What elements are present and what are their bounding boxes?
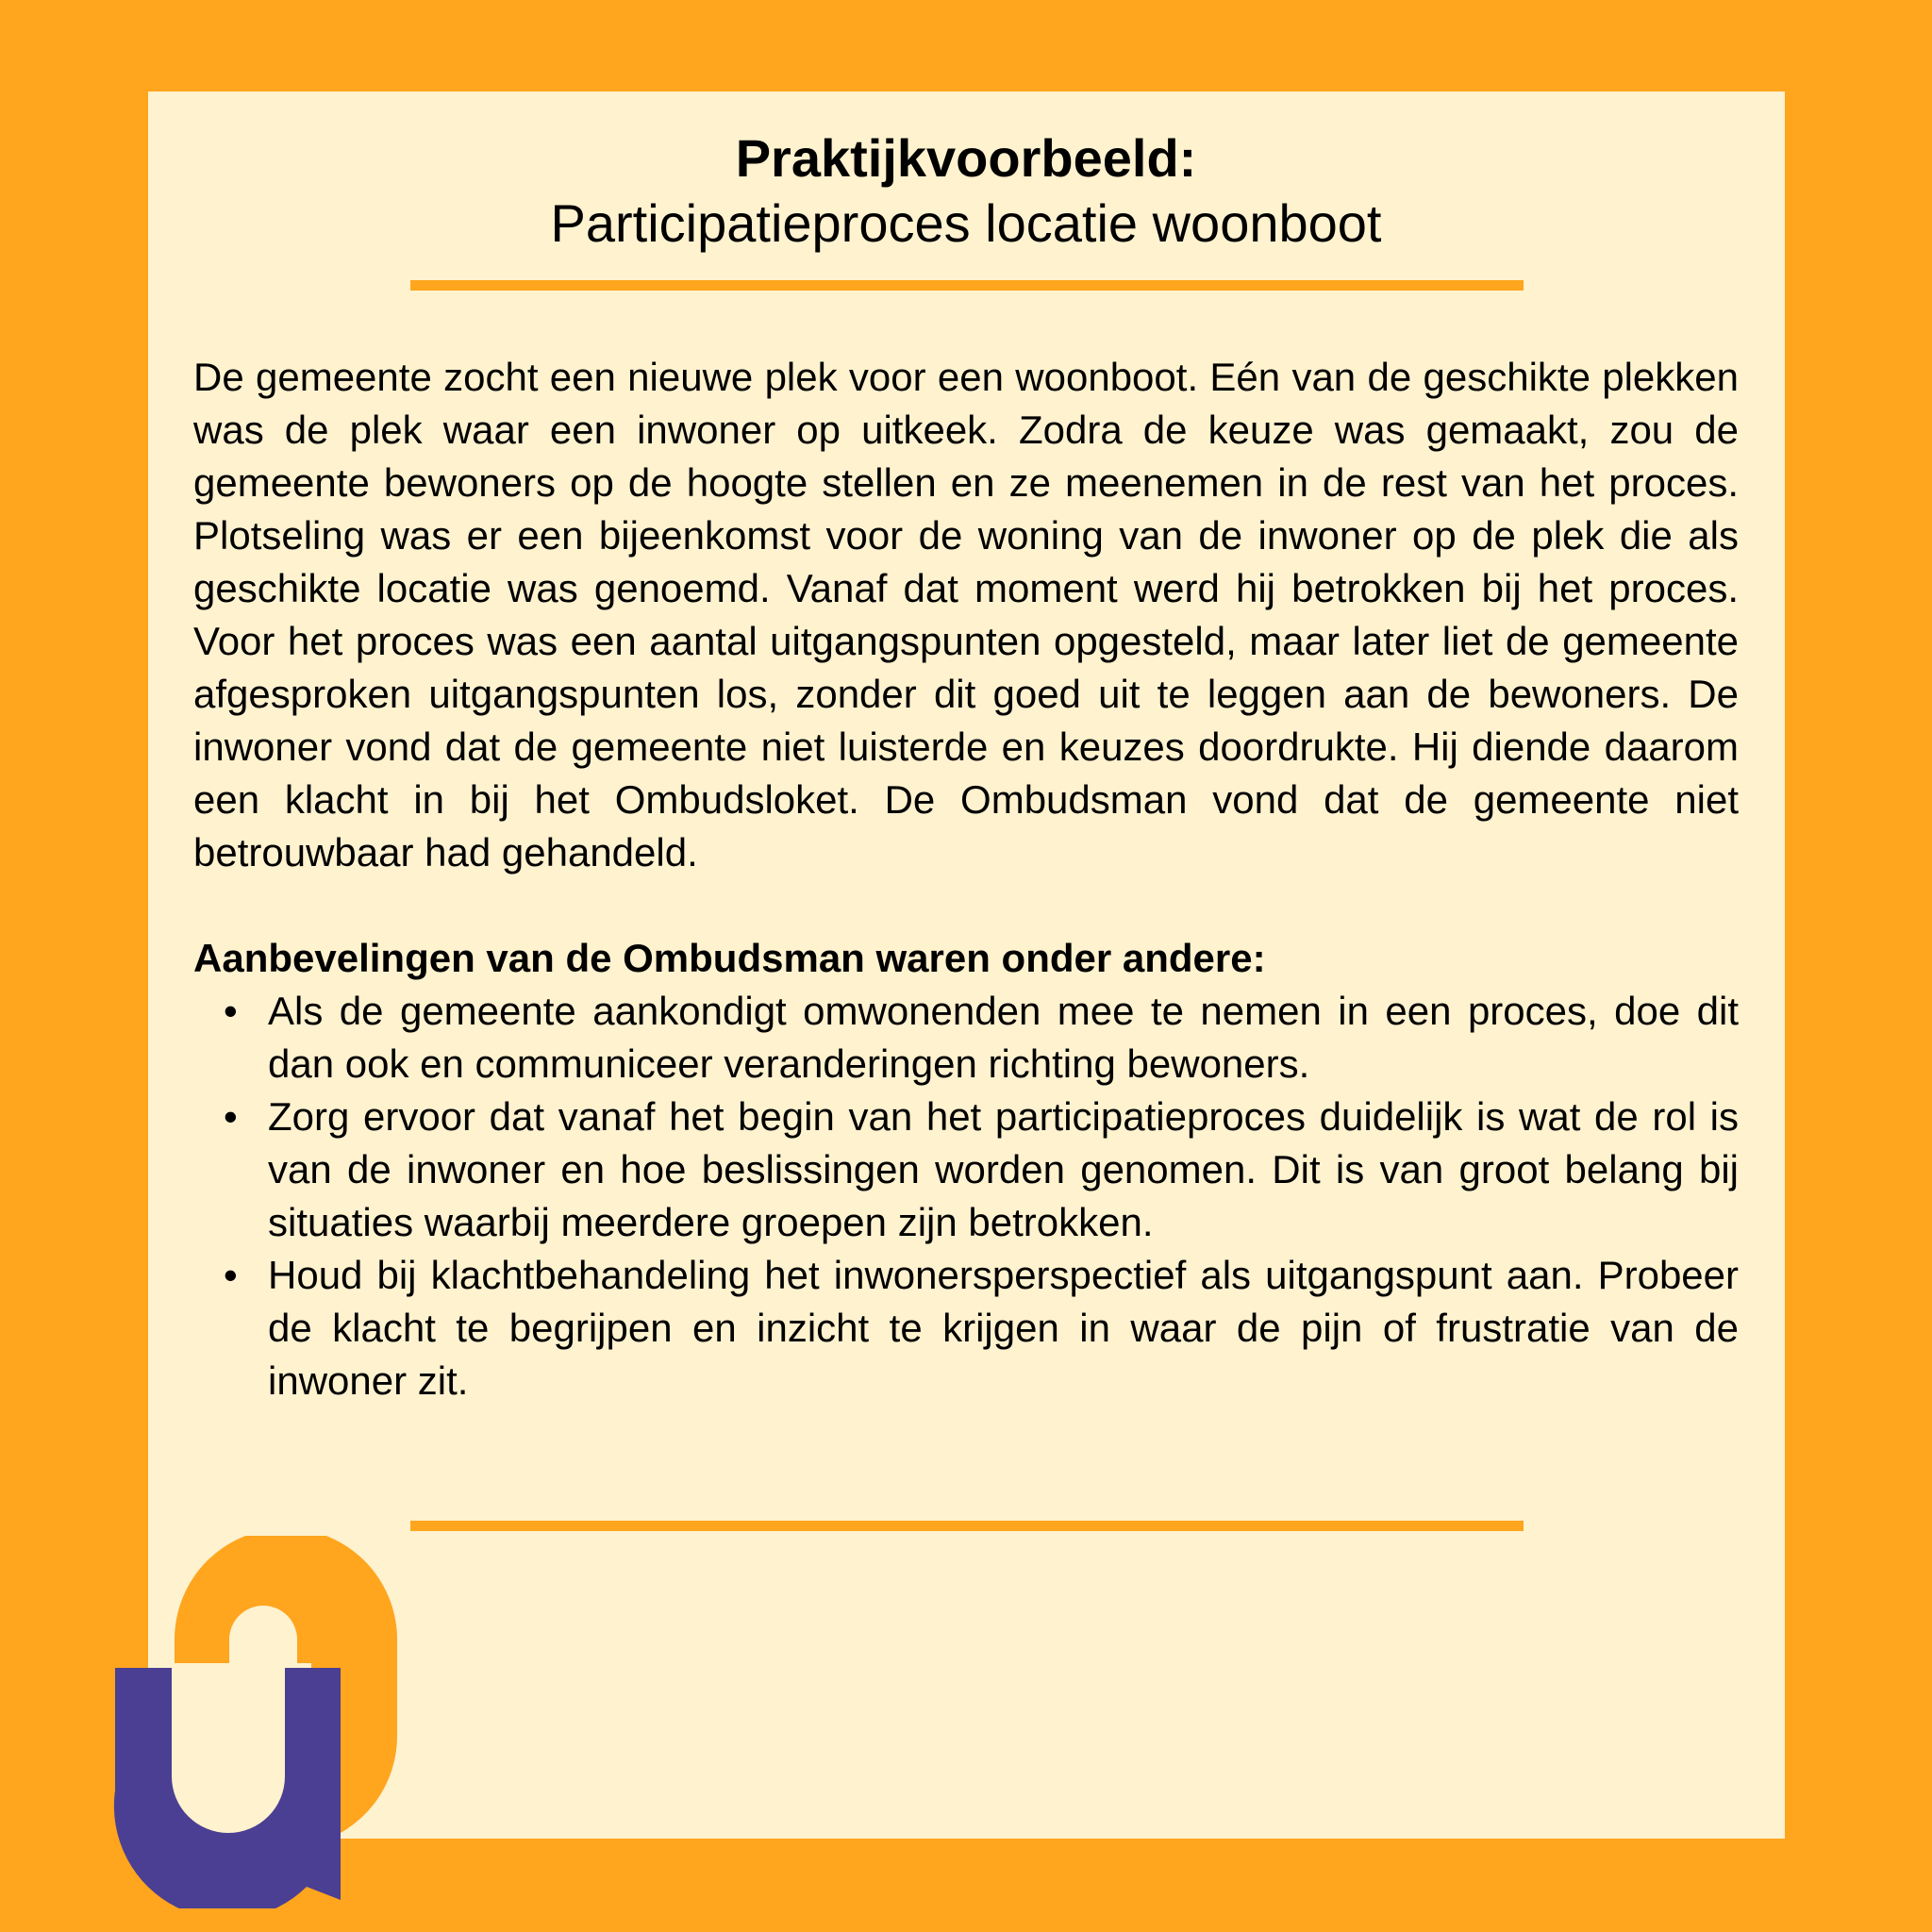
- main-content: [193, 351, 1739, 1407]
- list-item-text: Als de gemeente aankondigt omwonenden mee te nemen in een proces, doe dit dan ook en communiceer veranderingen richting bewoners.: [268, 989, 1739, 1086]
- logo-purple-shape: [114, 1668, 341, 1908]
- recommendations-list: [193, 985, 1739, 1407]
- recommendations-heading: Aanbevelingen van de Ombudsman waren onder andere:: [193, 936, 1266, 980]
- bullet-icon: •: [224, 989, 238, 1033]
- list-item: [224, 1091, 1739, 1249]
- list-item-text: Houd bij klachtbehandeling het inwonersperspectief als uitgangspunt aan. Probeer de klacht te begrijpen en inzicht te krijgen in waar de pijn of frustratie van de inwoner zit.: [268, 1253, 1739, 1403]
- bottom-divider: [410, 1521, 1524, 1531]
- bullet-icon: •: [224, 1253, 238, 1297]
- case-description: De gemeente zocht een nieuwe plek voor een woonboot. Eén van de geschikte plekken was de plek waar een inwoner op uitkeek. Zodra de keuze was gemaakt, zou de gemeente bewoners op de hoogte stellen en ze meenemen in de rest van het proces. Plotseling was er een bijeenkomst voor de woning van de inwoner op de plek die als geschikte locatie was genoemd. Vanaf dat moment werd hij betrokken bij het proces. Voor het proces was een aantal uitgangspunten opgesteld, maar later liet de gemeente afgesproken uitgangspunten los, zonder dit goed uit te leggen aan de bewoners. De inwoner vond dat de gemeente niet luisterde en keuzes doordrukte. Hij diende daarom een klacht in bij het Ombudsloket. De Ombudsman vond dat de gemeente niet betrouwbaar had gehandeld.: [193, 355, 1739, 874]
- ombudsman-logo-icon: [113, 1536, 401, 1908]
- list-item: [224, 985, 1739, 1091]
- page-subtitle: Participatieproces locatie woonboot: [550, 193, 1382, 253]
- page-title: Praktijkvoorbeeld:: [735, 128, 1197, 188]
- top-divider: [410, 280, 1524, 291]
- list-item: [224, 1249, 1739, 1407]
- list-item-text: Zorg ervoor dat vanaf het begin van het participatieproces duidelijk is wat de rol is van de inwoner en hoe beslissingen worden genomen. Dit is van groot belang bij situaties waarbij meerdere groepen zijn betrokken.: [268, 1094, 1739, 1244]
- bullet-icon: •: [224, 1094, 238, 1139]
- title-block: [0, 127, 1932, 258]
